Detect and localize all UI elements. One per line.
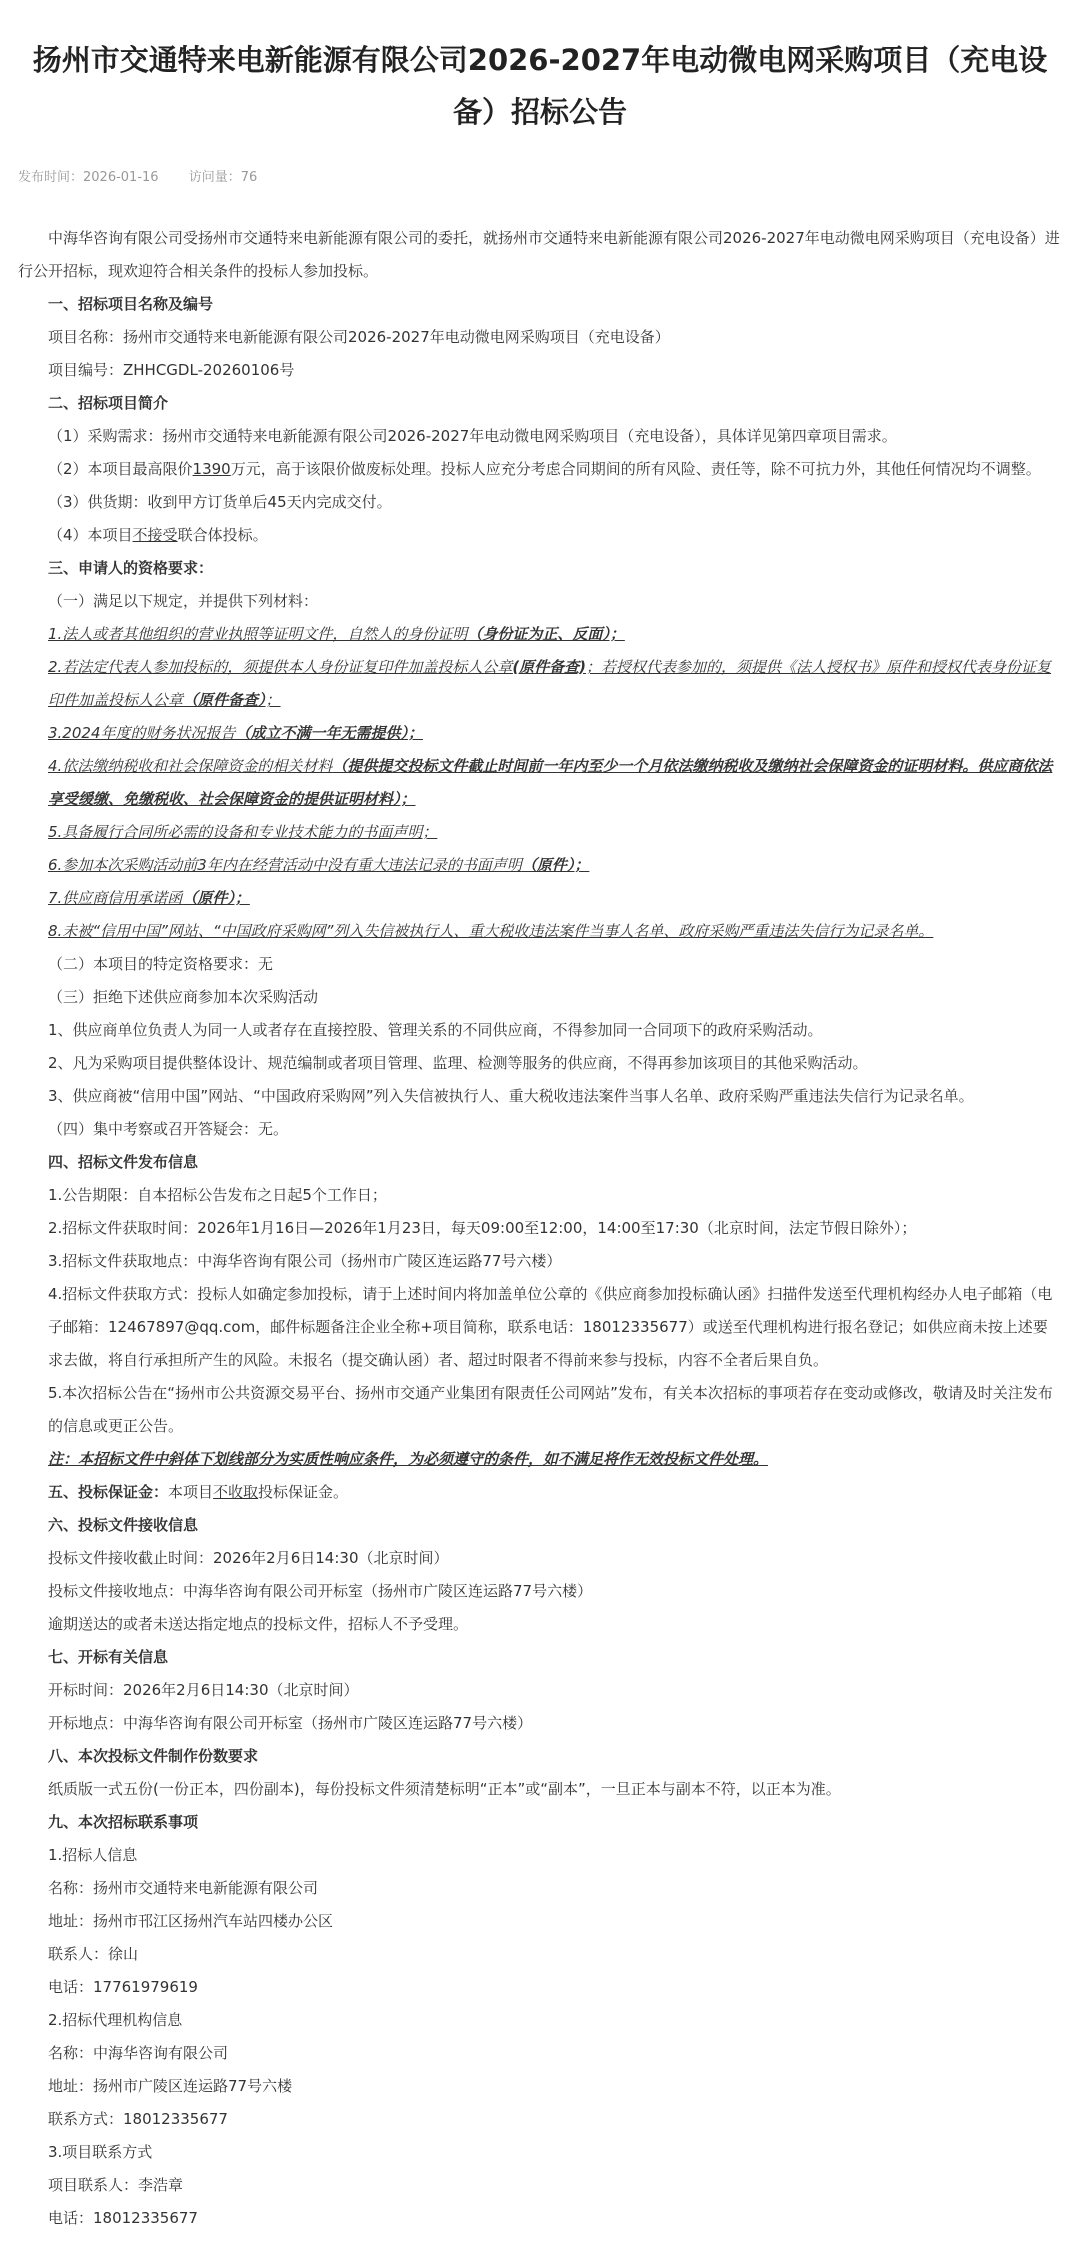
- section-heading-8: 八、本次投标文件制作份数要求: [48, 1747, 259, 1765]
- bond-line: [18, 1476, 1062, 1509]
- text: 7.供应商信用承诺函: [48, 889, 183, 907]
- qualification-sub-3: （三）拒绝下述供应商参加本次采购活动: [48, 988, 319, 1006]
- intro-item-4: [18, 519, 1062, 552]
- intro-item-2: [18, 453, 1062, 486]
- qualification-item-3: [18, 717, 1062, 750]
- important-note: 注：本招标文件中斜体下划线部分为实质性响应条件，为必须遵守的条件，如不满足将作无效投标文件处理。: [48, 1450, 769, 1468]
- text: 3.2024年度的财务状况报告: [48, 724, 236, 742]
- text: 2.若法定代表人参加投标的，须提供本人身份证复印件加盖投标人公章: [48, 658, 513, 676]
- qualification-item-5: 5.具备履行合同所必需的设备和专业技术能力的书面声明；: [48, 823, 438, 841]
- text: （4）本项目: [48, 526, 133, 544]
- section-heading-9: 九、本次招标联系事项: [48, 1813, 199, 1831]
- text-bold: （成立不满一年无需提供）；: [235, 724, 424, 742]
- project-phone: 电话：18012335677: [48, 2209, 198, 2227]
- page-title: 扬州市交通特来电新能源有限公司2026-2027年电动微电网采购项目（充电设备）招标公告: [32, 43, 1048, 129]
- qualification-sub-4: （四）集中考察或召开答疑会：无。: [48, 1120, 289, 1138]
- file-info-4: 4.招标文件获取方式：投标人如确定参加投标，请于上述时间内将加盖单位公章的《供应商参加投标确认函》扫描件发送至代理机构经办人电子邮箱（电子邮箱：12467897@qq.com，邮件标题备注企业全称+项目简称，联系电话：18012335677）或送至代理机构进行报名登记；如供应商未按上述要求去做，将自行承担所产生的风险。未报名（提交确认函）者、超过时限者不得前来参与投标，内容不全者后果自负。: [48, 1285, 1053, 1369]
- text-bold: （原件备查）: [183, 691, 266, 709]
- view-count: 访问量：76: [188, 170, 258, 185]
- section-heading-5: 五、投标保证金：: [48, 1483, 169, 1501]
- consortium-flag: 不接受: [132, 526, 178, 544]
- text: 本项目: [168, 1483, 214, 1501]
- contact-group-title: 2.招标代理机构信息: [48, 2011, 183, 2029]
- bond-flag: 不收取: [213, 1483, 259, 1501]
- file-info-2: 2.招标文件获取时间：2026年1月16日—2026年1月23日，每天09:00至12:00，14:00至17:30（北京时间，法定节假日除外）；: [48, 1219, 917, 1237]
- text: 4.依法缴纳税收和社会保障资金的相关材料: [48, 757, 333, 775]
- contact-group-title: 3.项目联系方式: [48, 2143, 153, 2161]
- tenderer-address: 地址：扬州市邗江区扬州汽车站四楼办公区: [48, 1912, 334, 1930]
- qualification-sub-1: （一）满足以下规定，并提供下列材料：: [48, 592, 319, 610]
- opening-place: 开标地点：中海华咨询有限公司开标室（扬州市广陵区连运路77号六楼）: [48, 1714, 533, 1732]
- agency-address: 地址：扬州市广陵区连运路77号六楼: [48, 2077, 293, 2095]
- article-meta: [18, 168, 1062, 188]
- text-bold: （原件）；: [521, 856, 590, 874]
- file-info-3: 3.招标文件获取地点：中海华咨询有限公司（扬州市广陵区连运路77号六楼）: [48, 1252, 562, 1270]
- section-heading-1: 一、招标项目名称及编号: [48, 295, 214, 313]
- text-bold: （身份证为正、反面）；: [467, 625, 625, 643]
- section-heading-6: 六、投标文件接收信息: [48, 1516, 199, 1534]
- intro-item-1: （1）采购需求：扬州市交通特来电新能源有限公司2026-2027年电动微电网采购项目（充电设备），具体详见第四章项目需求。: [48, 427, 897, 445]
- text: 联合体投标。: [177, 526, 268, 544]
- qualification-item-2: [18, 651, 1062, 717]
- text: （2）本项目最高限价: [48, 460, 193, 478]
- tenderer-phone: 电话：17761979619: [48, 1978, 198, 1996]
- max-price: 1390: [192, 460, 231, 478]
- copies-requirement: 纸质版一式五份(一份正本，四份副本)，每份投标文件须清楚标明“正本”或“副本”，一旦正本与副本不符，以正本为准。: [48, 1780, 841, 1798]
- section-heading-2: 二、招标项目简介: [48, 394, 169, 412]
- project-name: 项目名称：扬州市交通特来电新能源有限公司2026-2027年电动微电网采购项目（充电设备）: [48, 328, 670, 346]
- qualification-item-7: [18, 882, 1062, 915]
- qualification-item-6: [18, 849, 1062, 882]
- text: 投标保证金。: [258, 1483, 349, 1501]
- project-contact: 项目联系人：李浩章: [48, 2176, 184, 2194]
- text-bold: （原件）；: [182, 889, 250, 907]
- receive-note: 逾期送达的或者未送达指定地点的投标文件，招标人不予受理。: [48, 1615, 469, 1633]
- qualification-item-8: 8.未被“信用中国”网站、“中国政府采购网”列入失信被执行人、重大税收违法案件当事人名单、政府采购严重违法失信行为记录名单。: [48, 922, 934, 940]
- reject-item-1: 1、供应商单位负责人为同一人或者存在直接控股、管理关系的不同供应商，不得参加同一合同项下的政府采购活动。: [48, 1021, 823, 1039]
- text-bold: (原件备查): [512, 658, 587, 676]
- tenderer-contact: 联系人：徐山: [48, 1945, 139, 1963]
- contact-group-title: 1.招标人信息: [48, 1846, 138, 1864]
- file-info-5: 5.本次招标公告在“扬州市公共资源交易平台、扬州市交通产业集团有限责任公司网站”发布，有关本次招标的事项若存在变动或修改，敬请及时关注发布的信息或更正公告。: [48, 1384, 1053, 1435]
- intro-item-3: （3）供货期：收到甲方订货单后45天内完成交付。: [48, 493, 392, 511]
- opening-time: 开标时间：2026年2月6日14:30（北京时间）: [48, 1681, 359, 1699]
- receive-place: 投标文件接收地点：中海华咨询有限公司开标室（扬州市广陵区连运路77号六楼）: [48, 1582, 593, 1600]
- reject-item-2: 2、凡为采购项目提供整体设计、规范编制或者项目管理、监理、检测等服务的供应商，不得再参加该项目的其他采购活动。: [48, 1054, 868, 1072]
- text: ；若授权代表参加的，须提供《法人授权书》原件和授权代表身份证复印件加盖投标人公章: [48, 658, 1052, 709]
- intro-paragraph: 中海华咨询有限公司受扬州市交通特来电新能源有限公司的委托，就扬州市交通特来电新能源有限公司2026-2027年电动微电网采购项目（充电设备）进行公开招标，现欢迎符合相关条件的投标人参加投标。: [18, 229, 1060, 280]
- section-heading-7: 七、开标有关信息: [48, 1648, 169, 1666]
- publish-time: 发布时间：2026-01-16: [18, 170, 159, 185]
- text: 6.参加本次采购活动前3年内在经营活动中没有重大违法记录的书面声明: [48, 856, 522, 874]
- agency-phone: 联系方式：18012335677: [48, 2110, 228, 2128]
- text-bold: （提供提交投标文件截止时间前一年内至少一个月依法缴纳税收及缴纳社会保障资金的证明材料。供应商依法享受缓缴、免缴税收、社会保障资金的提供证明材料）；: [48, 757, 1053, 808]
- article-body: [18, 222, 1062, 2235]
- receive-deadline: 投标文件接收截止时间：2026年2月6日14:30（北京时间）: [48, 1549, 449, 1567]
- qualification-sub-2: （二）本项目的特定资格要求：无: [48, 955, 274, 973]
- tenderer-name: 名称：扬州市交通特来电新能源有限公司: [48, 1879, 319, 1897]
- section-heading-4: 四、招标文件发布信息: [48, 1153, 199, 1171]
- text: 1.法人或者其他组织的营业执照等证明文件，自然人的身份证明: [48, 625, 468, 643]
- qualification-item-1: [18, 618, 1062, 651]
- project-code: 项目编号：ZHHCGDL-20260106号: [48, 361, 295, 379]
- text: ；: [265, 691, 281, 709]
- section-heading-3: 三、申请人的资格要求：: [48, 559, 214, 577]
- qualification-item-4: [18, 750, 1062, 816]
- reject-item-3: 3、供应商被“信用中国”网站、“中国政府采购网”列入失信被执行人、重大税收违法案件当事人名单、政府采购严重违法失信行为记录名单。: [48, 1087, 974, 1105]
- agency-name: 名称：中海华咨询有限公司: [48, 2044, 229, 2062]
- text: 万元，高于该限价做废标处理。投标人应充分考虑合同期间的所有风险、责任等，除不可抗力外，其他任何情况均不调整。: [230, 460, 1041, 478]
- file-info-1: 1.公告期限：自本招标公告发布之日起5个工作日；: [48, 1186, 387, 1204]
